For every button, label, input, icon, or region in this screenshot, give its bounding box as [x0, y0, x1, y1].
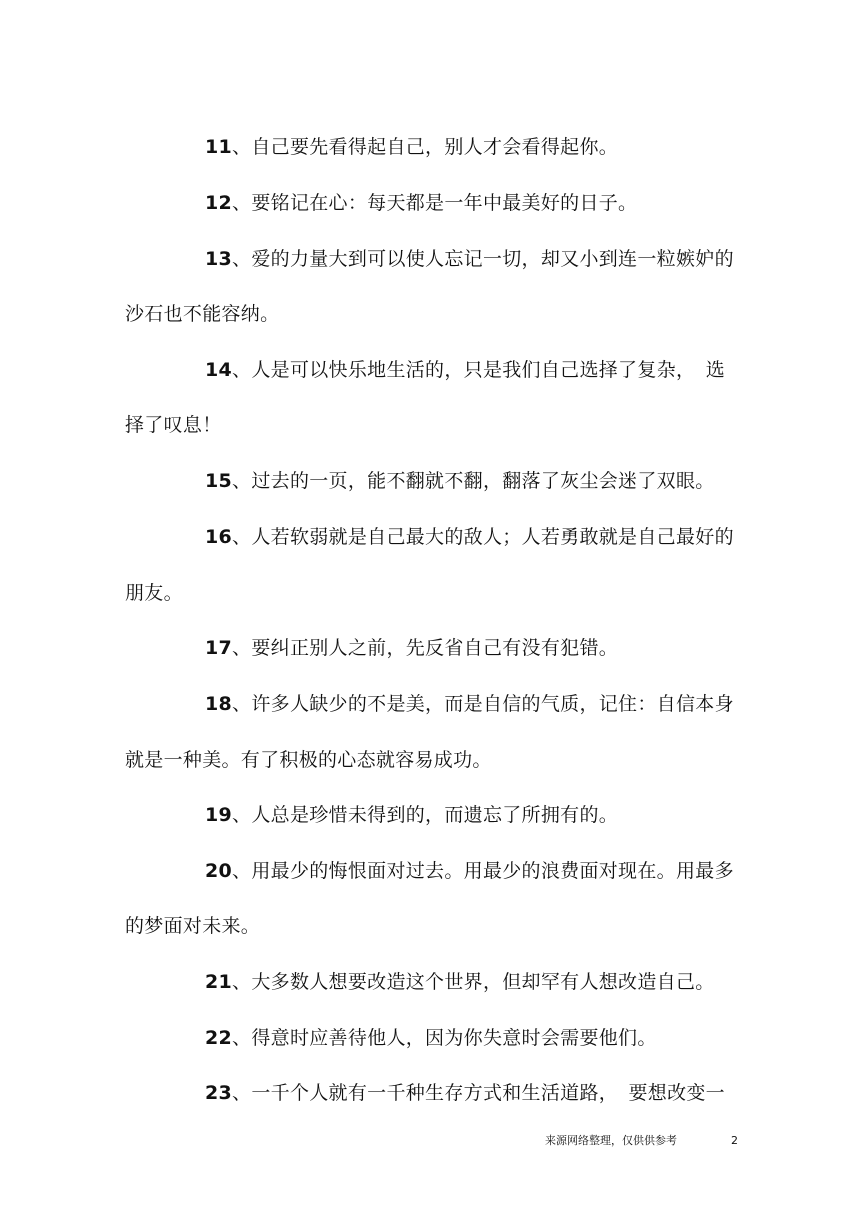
- list-item: [205, 803, 725, 827]
- item-text-end: 的: [714, 248, 734, 270]
- list-item: [205, 970, 725, 994]
- item-number: 11: [205, 136, 233, 158]
- list-item: [205, 191, 725, 215]
- item-number: 14: [205, 359, 233, 381]
- list-item-continuation: 择了叹息！: [125, 414, 222, 436]
- item-text: 爱的力量大到可以使人忘记一切，却又小到连一粒嫉妒: [251, 248, 715, 270]
- item-separator: 、: [232, 136, 252, 158]
- item-text: 要铭记在心：每天都是一年中最美好的日子。: [251, 192, 638, 214]
- list-item: [205, 1026, 725, 1050]
- list-item: [205, 247, 734, 271]
- item-separator: 、: [232, 693, 252, 715]
- item-number: 22: [205, 1027, 233, 1049]
- list-item: [205, 692, 734, 716]
- item-text: 要纠正别人之前，先反省自己有没有犯错。: [251, 637, 619, 659]
- list-item: [205, 859, 734, 883]
- item-separator: 、: [232, 637, 252, 659]
- item-separator: 、: [232, 1082, 252, 1104]
- item-number: 21: [205, 971, 233, 993]
- item-text: 得意时应善待他人，因为你失意时会需要他们。: [251, 1027, 657, 1049]
- list-item-continuation: 就是一种美。有了积极的心态就容易成功。: [125, 749, 492, 771]
- item-text: 用最少的悔恨面对过去。用最少的浪费面对现在。用最: [251, 860, 715, 882]
- item-separator: 、: [232, 971, 252, 993]
- page-number: 2: [731, 1134, 738, 1147]
- list-item-continuation: 沙石也不能容纳。: [125, 303, 280, 325]
- item-separator: 、: [232, 192, 252, 214]
- item-number: 18: [205, 693, 233, 715]
- item-separator: 、: [232, 1027, 252, 1049]
- list-item-continuation: 的梦面对未来。: [125, 915, 261, 937]
- item-separator: 、: [232, 804, 252, 826]
- item-text-end: 多: [714, 860, 734, 882]
- item-number: 23: [205, 1082, 233, 1104]
- item-text-end: 选: [705, 359, 725, 381]
- item-number: 15: [205, 470, 233, 492]
- item-text-end: 身: [714, 693, 734, 715]
- item-text: 过去的一页，能不翻就不翻，翻落了灰尘会迷了双眼。: [251, 470, 715, 492]
- list-item: [205, 525, 734, 549]
- item-separator: 、: [232, 860, 252, 882]
- item-text: 人若软弱就是自己最大的敌人；人若勇敢就是自己最好: [251, 526, 715, 548]
- item-text: 人总是珍惜未得到的，而遗忘了所拥有的。: [251, 804, 619, 826]
- item-number: 13: [205, 248, 233, 270]
- list-item: [205, 1081, 725, 1105]
- item-separator: 、: [232, 526, 252, 548]
- list-item: [205, 469, 725, 493]
- item-number: 20: [205, 860, 233, 882]
- list-item: [205, 358, 725, 382]
- item-text: 自己要先看得起自己，别人才会看得起你。: [251, 136, 619, 158]
- item-text: 一千个人就有一千种生存方式和生活道路，: [251, 1082, 619, 1104]
- item-text-end: 的: [714, 526, 734, 548]
- item-separator: 、: [232, 470, 252, 492]
- item-number: 19: [205, 804, 233, 826]
- item-number: 16: [205, 526, 233, 548]
- item-text-end: 要想改变一: [628, 1082, 725, 1104]
- item-text: 人是可以快乐地生活的，只是我们自己选择了复杂，: [251, 359, 696, 381]
- list-item-continuation: 朋友。: [125, 582, 183, 604]
- item-number: 17: [205, 637, 233, 659]
- list-item: [205, 135, 725, 159]
- item-number: 12: [205, 192, 233, 214]
- item-separator: 、: [232, 359, 252, 381]
- footer-source-note: 来源网络整理，仅供供参考: [545, 1134, 677, 1147]
- item-text: 大多数人想要改造这个世界，但却罕有人想改造自己。: [251, 971, 715, 993]
- item-separator: 、: [232, 248, 252, 270]
- list-item: [205, 636, 725, 660]
- item-text: 许多人缺少的不是美，而是自信的气质，记住：自信本: [251, 693, 715, 715]
